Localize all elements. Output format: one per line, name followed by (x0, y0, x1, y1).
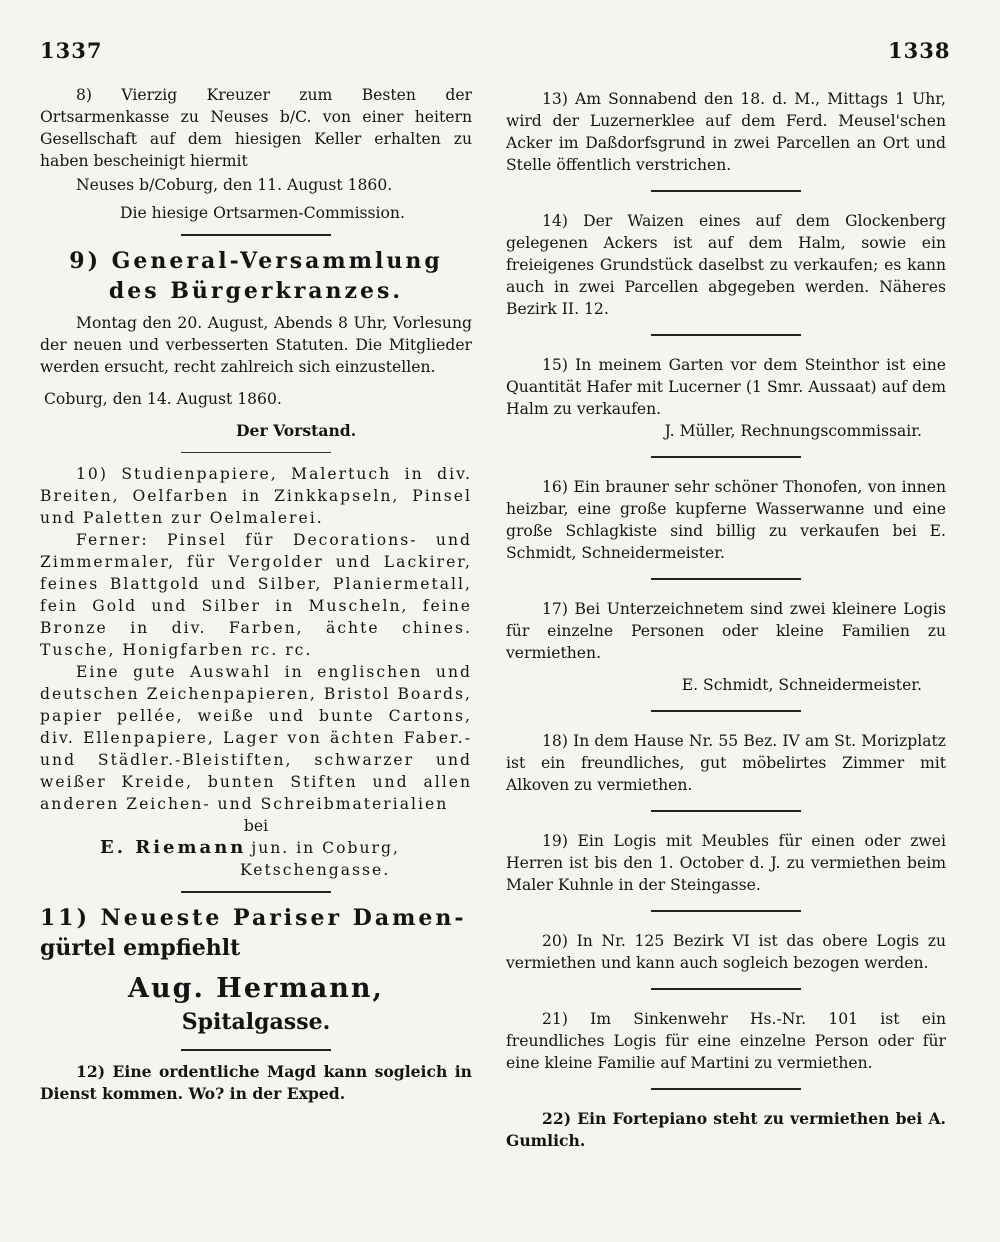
divider (181, 452, 331, 453)
notice-12-text: 12) Eine ordentliche Magd kann sogleich in Dienst kommen. Wo? in der Exped. (40, 1062, 472, 1103)
notice-18-text: 18) In dem Hause Nr. 55 Bez. IV am St. Morizplatz ist ein freundliches, gut möbelirtes Zimmer mit Alkoven zu vermiethen. (506, 732, 946, 794)
divider (651, 1088, 801, 1090)
notice-10 (40, 463, 472, 881)
left-page-number: 1337 (40, 38, 103, 63)
notice-17-signature: E. Schmidt, Schneidermeister. (681, 676, 922, 694)
notice-10-street: Ketschengasse. (240, 861, 391, 879)
notice-10-firm: E. Riemann (100, 837, 247, 858)
notice-19 (506, 830, 946, 896)
notice-19-text: 19) Ein Logis mit Meubles für einen oder zwei Herren ist bis den 1. October d. J. zu vermiethen beim Maler Kuhnle in der Steingasse. (506, 832, 946, 894)
notice-10-text-1: 10) Studienpapiere, Malertuch in div. Breiten, Oelfarben in Zinkkapseln, Pinsel und Paletten zur Oelmalerei. (40, 465, 472, 527)
divider (181, 891, 331, 893)
notice-11-name: Aug. Hermann, (128, 973, 384, 1004)
notice-16-text: 16) Ein brauner sehr schöner Thonofen, von innen heizbar, eine große kupferne Wasserwanne und eine große Schlagkiste sind billig zu verkaufen bei E. Schmidt, Schneidermeister. (506, 478, 946, 562)
divider (651, 190, 801, 192)
left-column (40, 84, 472, 1105)
notice-8-place-date: Neuses b/Coburg, den 11. August 1860. (76, 176, 393, 194)
notice-13-text: 13) Am Sonnabend den 18. d. M., Mittags 1 Uhr, wird der Luzernerklee auf dem Ferd. Meusel'schen Acker im Daßdorfsgrund in zwei Parcellen an Ort und Stelle öffentlich verstrichen. (506, 90, 946, 174)
notice-9-place-date: Coburg, den 14. August 1860. (44, 390, 282, 408)
divider (651, 578, 801, 580)
notice-21 (506, 1008, 946, 1074)
notice-10-firm-line (40, 837, 472, 859)
notice-16 (506, 476, 946, 564)
notice-10-bei: bei (243, 817, 269, 835)
divider (651, 988, 801, 990)
notice-22-text: 22) Ein Fortepiano steht zu vermiethen bei A. Gumlich. (506, 1109, 946, 1150)
notice-9-title-line-2: des Bürgerkranzes. (108, 278, 404, 304)
notice-8-text: 8) Vierzig Kreuzer zum Besten der Ortsarmenkasse zu Neuses b/C. von einer heitern Gesellschaft auf dem hiesigen Keller erhalten zu haben bescheinigt hiermit (40, 86, 472, 170)
notice-13 (506, 88, 946, 176)
right-column (506, 84, 946, 1152)
divider (651, 456, 801, 458)
notice-15-text: 15) In meinem Garten vor dem Steinthor ist eine Quantität Hafer mit Lucerner (1 Smr. Aussaat) auf dem Halm zu verkaufen. (506, 356, 946, 418)
notice-8 (40, 84, 472, 224)
notice-20-text: 20) In Nr. 125 Bezirk VI ist das obere Logis zu vermiethen und kann auch sogleich bezogen werden. (506, 932, 946, 972)
notice-21-text: 21) Im Sinkenwehr Hs.-Nr. 101 ist ein freundliches Logis für eine einzelne Person oder für eine kleine Familie auf Martini zu vermiethen. (506, 1010, 946, 1072)
notice-22 (506, 1108, 946, 1152)
notice-10-firm-suffix: jun. in Coburg, (251, 839, 400, 857)
notice-17-text: 17) Bei Unterzeichnetem sind zwei kleinere Logis für einzelne Personen oder kleine Familien zu vermiethen. (506, 600, 946, 662)
notice-11-title-line-2: gürtel empfiehlt (40, 935, 241, 961)
notice-14 (506, 210, 946, 320)
divider (651, 710, 801, 712)
notice-9 (40, 246, 472, 442)
divider (651, 910, 801, 912)
notice-10-text-2: Ferner: Pinsel für Decorations- und Zimmermaler, für Vergolder und Lackirer, feines Blattgold und Silber, Planiermetall, fein Gold und Silber in Muscheln, feine Bronze in div. Farben, ächte chines. Tusche, Honigfarben rc. rc. (40, 531, 472, 659)
notice-8-signature: Die hiesige Ortsarmen-Commission. (120, 204, 405, 222)
notice-15-signature: J. Müller, Rechnungscommissair. (664, 422, 922, 440)
notice-12 (40, 1061, 472, 1105)
notice-11-title-line-1: 11) Neueste Pariser Damen- (40, 905, 467, 931)
divider (181, 234, 331, 236)
right-page-number: 1338 (888, 38, 951, 63)
notice-17 (506, 598, 946, 696)
notice-14-text: 14) Der Waizen eines auf dem Glockenberg gelegenen Ackers ist auf dem Halm, sowie ein freieigenes Grundstück daselbst zu verkaufen; es kann auch in zwei Parcellen abgegeben werden. Näheres Bezirk II. 12. (506, 212, 946, 318)
divider (651, 810, 801, 812)
notice-9-signature: Der Vorstand. (236, 421, 357, 440)
divider (181, 1049, 331, 1051)
notice-15 (506, 354, 946, 442)
notice-10-text-3: Eine gute Auswahl in englischen und deutschen Zeichenpapieren, Bristol Boards, papier pellée, weiße und bunte Cartons, div. Ellenpapiere, Lager von ächten Faber.- und Städler.-Bleistiften, schwarzer und weißer Kreide, bunten Stiften und allen anderen Zeichen- und Schreibmaterialien (40, 663, 472, 813)
notice-11-street: Spitalgasse. (181, 1009, 331, 1035)
notice-20 (506, 930, 946, 974)
notice-9-title-line-1: 9) General-Versammlung (69, 248, 443, 274)
notice-18 (506, 730, 946, 796)
divider (651, 334, 801, 336)
notice-11 (40, 903, 472, 1037)
notice-9-text: Montag den 20. August, Abends 8 Uhr, Vorlesung der neuen und verbesserten Statuten. Die Mitglieder werden ersucht, recht zahlreich sich einzustellen. (40, 314, 472, 376)
